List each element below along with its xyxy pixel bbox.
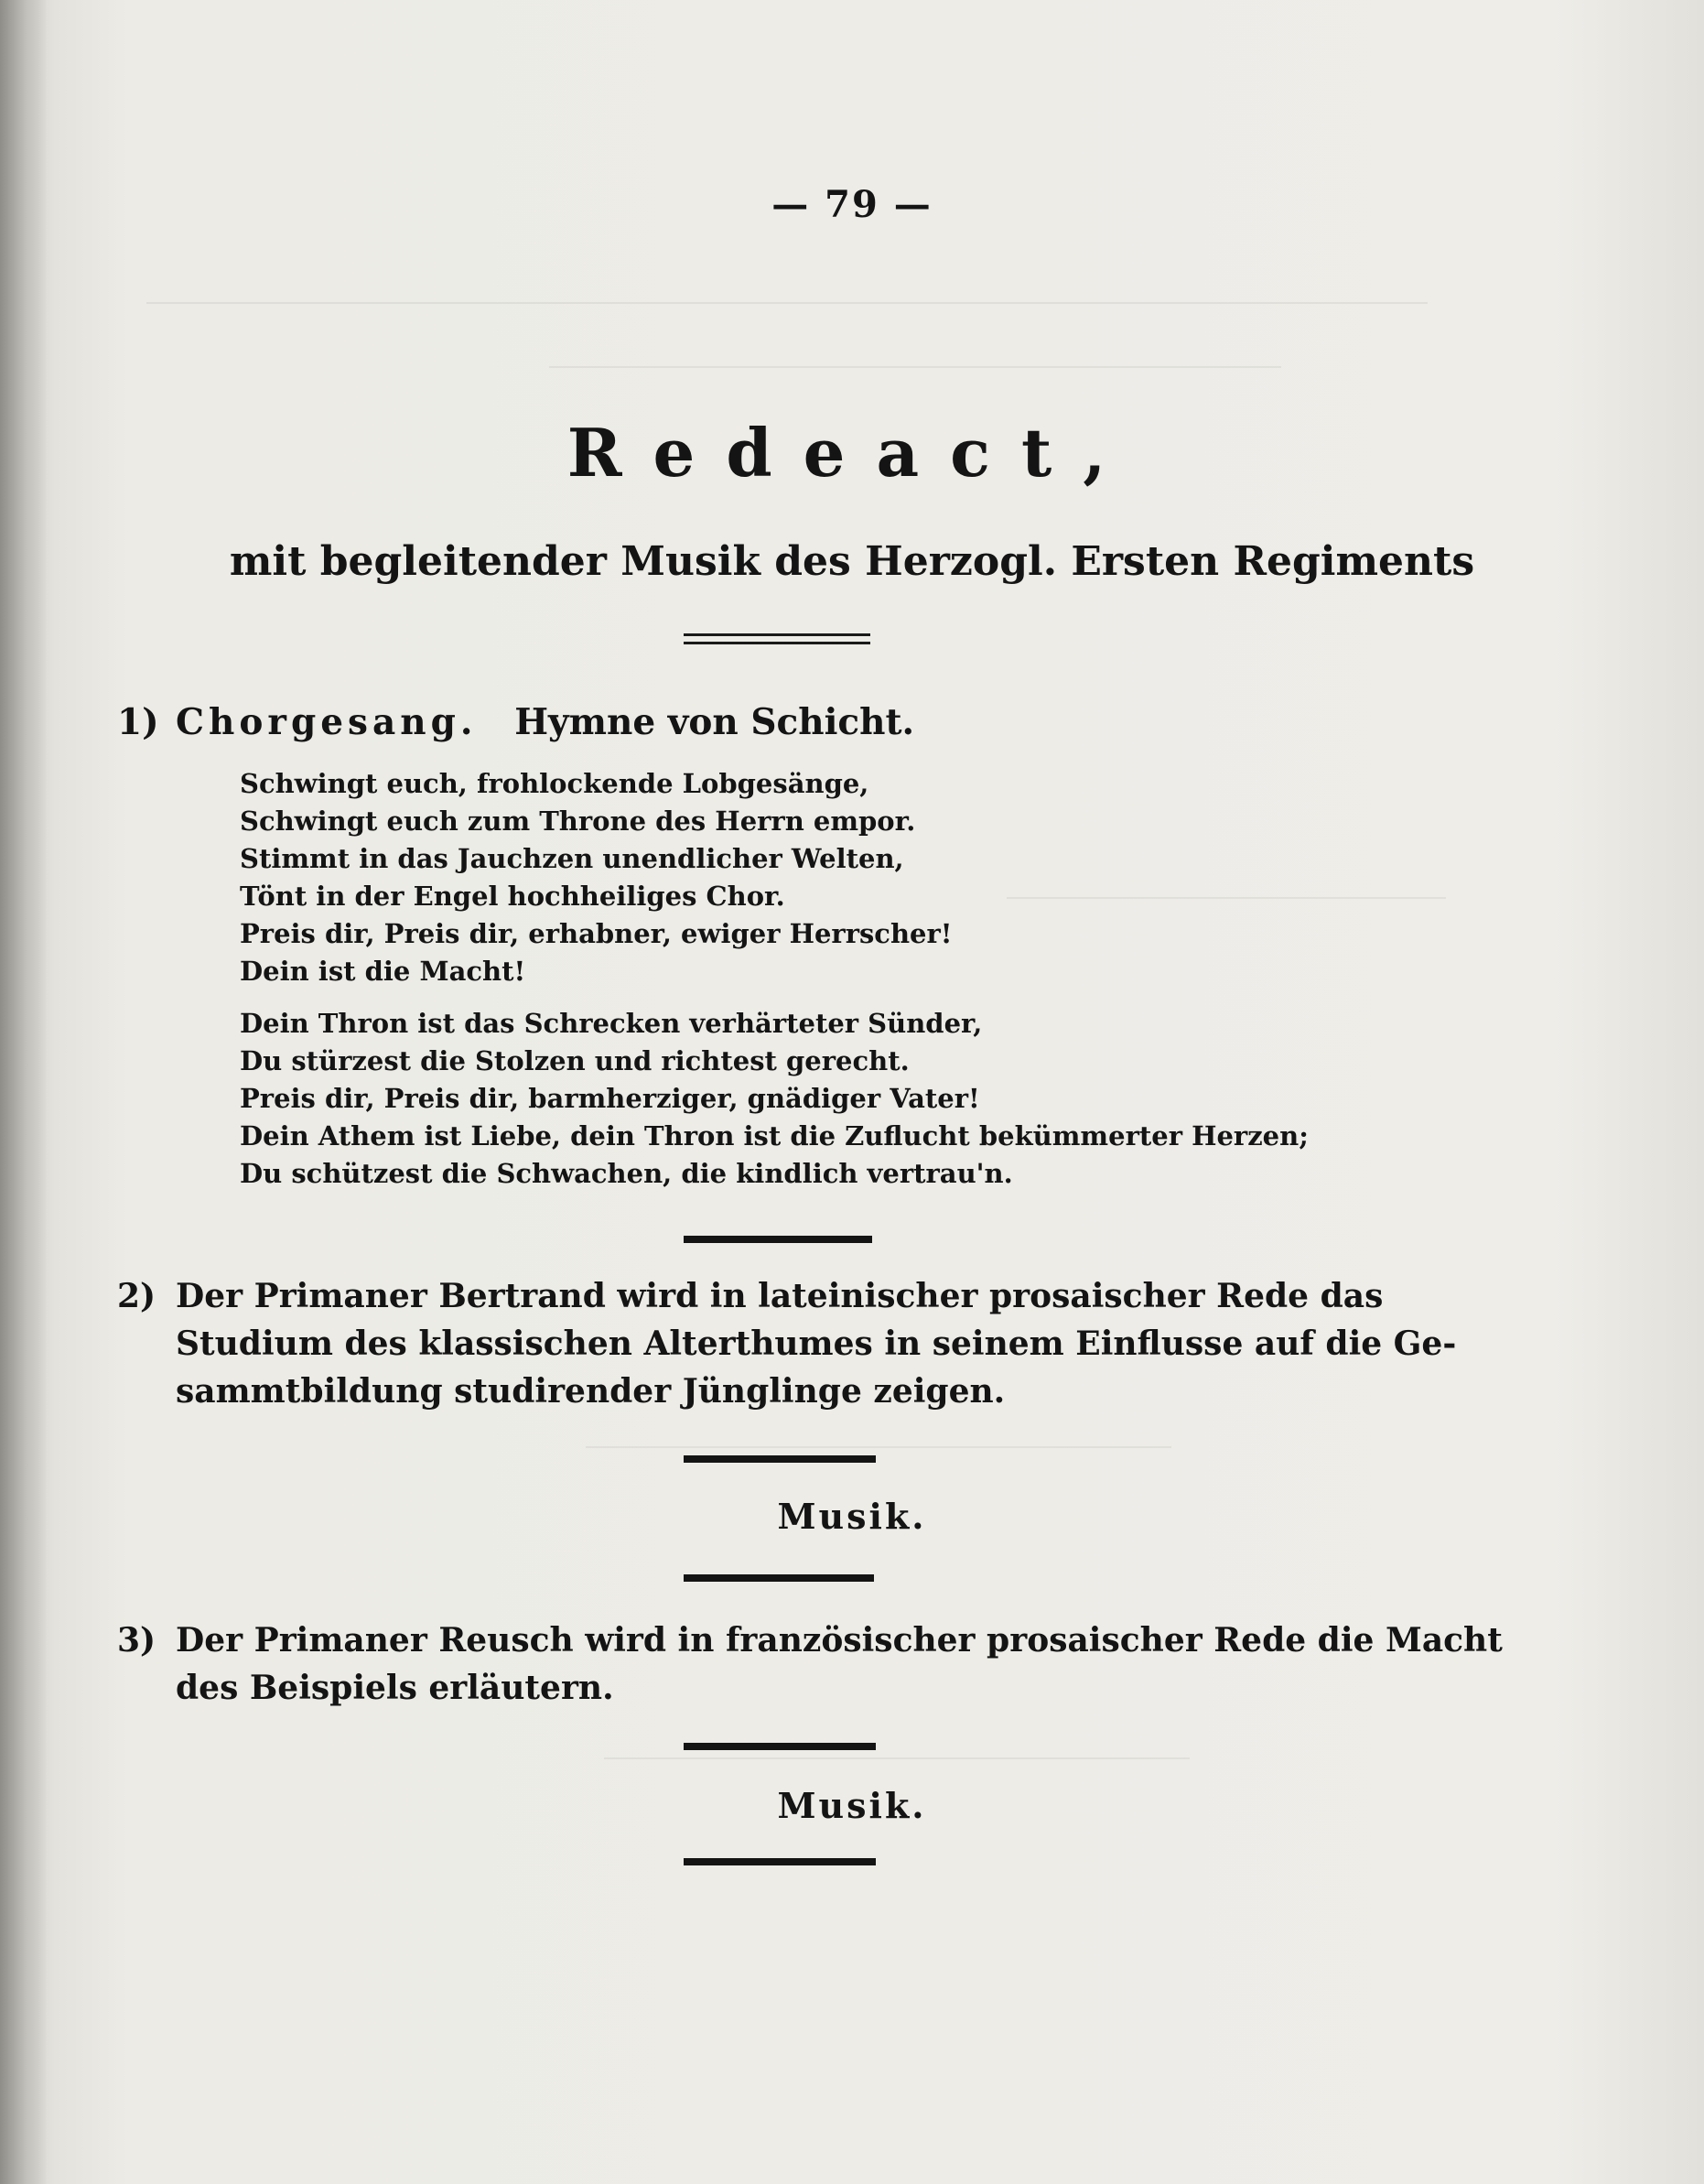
verse-line: Tönt in der Engel hochheiliges Chor. bbox=[240, 881, 785, 912]
verse-line: Schwingt euch, frohlockende Lobgesänge, bbox=[240, 768, 869, 799]
page-number: — 79 — bbox=[771, 183, 933, 226]
verse-line: Preis dir, Preis dir, erhabner, ewiger Herrscher! bbox=[240, 918, 953, 949]
bleed-through-mark bbox=[146, 275, 1428, 304]
section-1-label: Chorgesang. bbox=[176, 701, 478, 743]
bleed-through-mark bbox=[549, 348, 1281, 368]
bleed-through-mark bbox=[1007, 879, 1446, 899]
musik-interlude-1: Musik. bbox=[777, 1496, 927, 1537]
section-3-number: 3) bbox=[117, 1621, 156, 1660]
section-1-number: 1) bbox=[117, 701, 159, 743]
verse-line: Dein Athem ist Liebe, dein Thron ist die Zuflucht bekümmerter Herzen; bbox=[240, 1120, 1309, 1151]
verse-line: Du schützest die Schwachen, die kindlich vertrau'n. bbox=[240, 1158, 1013, 1189]
verse-line: Schwingt euch zum Throne des Herrn empor. bbox=[240, 805, 916, 837]
verse-line: Preis dir, Preis dir, barmherziger, gnädiger Vater! bbox=[240, 1083, 980, 1114]
hymn-stanza-2 bbox=[240, 1005, 1309, 1193]
section-2-number: 2) bbox=[117, 1277, 156, 1315]
section-divider-rule bbox=[684, 1455, 876, 1463]
section-divider-rule bbox=[684, 1236, 872, 1243]
verse-line: Dein Thron ist das Schrecken verhärteter Sünder, bbox=[240, 1008, 983, 1039]
double-rule-divider bbox=[684, 633, 870, 644]
section-2-line: Studium des klassischen Alterthumes in seinem Einflusse auf die Ge- bbox=[176, 1324, 1457, 1363]
section-2-line: Der Primaner Bertrand wird in lateinischer prosaischer Rede das bbox=[176, 1277, 1384, 1315]
verse-line: Stimmt in das Jauchzen unendlicher Welten, bbox=[240, 843, 904, 874]
musik-interlude-2: Musik. bbox=[777, 1785, 927, 1826]
bleed-through-mark bbox=[586, 1428, 1171, 1448]
page-subtitle: mit begleitender Musik des Herzogl. Ersten Regiments bbox=[229, 538, 1475, 585]
section-1-heading bbox=[117, 701, 914, 743]
hymn-stanza-1 bbox=[240, 765, 953, 990]
section-divider-rule bbox=[684, 1574, 874, 1582]
section-divider-rule bbox=[684, 1858, 876, 1865]
section-2-line: sammtbildung studirender Jünglinge zeigen. bbox=[176, 1372, 1006, 1411]
page-title: Redeact, bbox=[566, 414, 1138, 492]
section-3-line: Der Primaner Reusch wird in französischer prosaischer Rede die Macht bbox=[176, 1621, 1503, 1660]
section-3-line: des Beispiels erläutern. bbox=[176, 1669, 614, 1707]
section-divider-rule bbox=[684, 1743, 876, 1750]
section-1-title: Hymne von Schicht. bbox=[514, 701, 915, 743]
verse-line: Du stürzest die Stolzen und richtest gerecht. bbox=[240, 1045, 910, 1076]
section-3-paragraph bbox=[117, 1616, 1503, 1712]
section-2-paragraph bbox=[117, 1272, 1456, 1415]
book-spine-shadow bbox=[0, 0, 48, 2184]
verse-line: Dein ist die Macht! bbox=[240, 956, 526, 987]
